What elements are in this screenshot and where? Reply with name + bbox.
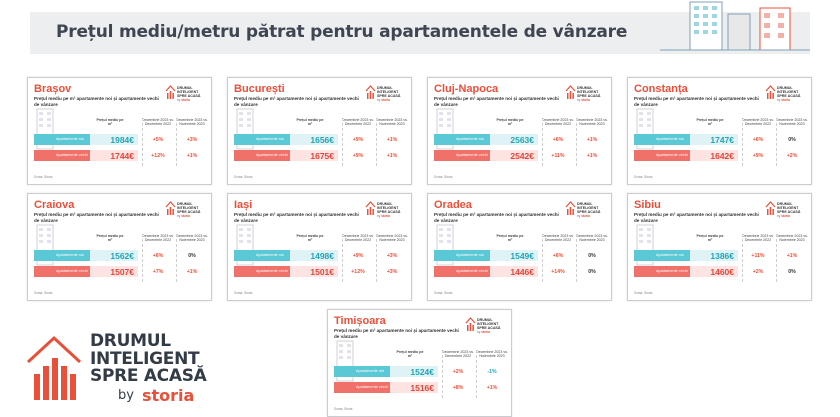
new-change-year: +5% [152,137,164,143]
card-brand-logo [566,85,606,103]
old-apartments-label: Apartamente vechi [656,153,688,157]
new-apartments-label: Apartamente noi [256,137,284,141]
new-change-year: +6% [752,137,764,143]
old-change-year: +8% [452,385,464,391]
new-price: 2563€ [510,135,534,145]
logo-by: by [118,388,134,403]
row-new-apartments [334,366,507,377]
city-name: Iași [234,199,253,211]
brand-text: DRUMUL INTELIGENT SPRE ACASĂ [477,318,501,330]
new-change-month: 0% [788,137,796,143]
source-note: Sursa: Storia [434,291,453,295]
city-card [427,77,612,185]
card-brand-logo [566,201,606,219]
card-brand-logo [766,201,806,219]
old-price: 1516€ [410,383,434,393]
title-banner [30,12,810,54]
new-price: 1524€ [410,367,434,377]
old-change-month: +3% [386,269,398,275]
col-header-price: Prețul mediu pe m² [296,234,324,243]
brand-by: by storia [377,214,390,218]
new-price: 1498€ [310,251,334,261]
row-new-apartments [634,250,807,261]
city-name: Oradea [434,199,472,211]
brand-by: by storia [377,98,390,102]
col-header-dec-nov: Decembrie 2023 vs. Noiembrie 2023 [176,234,208,243]
new-apartments-bar [234,134,290,145]
card-subtitle: Prețul mediu pe m² apartamente noi și apartamente vechi de vânzare [34,96,159,107]
old-change-month: +1% [586,153,598,159]
col-header-dec-dec: Decembrie 2023 vs. Decembrie 2022 [142,234,174,243]
col-header-dec-nov: Decembrie 2023 vs. Noiembrie 2023 [176,118,208,127]
new-apartments-bar [634,250,690,261]
brand-text: DRUMUL INTELIGENT SPRE ACASĂ [377,86,401,98]
brand-mini-icon [766,85,775,99]
old-apartments-label: Apartamente vechi [256,153,288,157]
new-apartments-bar [234,250,290,261]
old-apartments-bar [334,382,390,393]
old-change-month: +2% [786,153,798,159]
card-subtitle: Prețul mediu pe m² apartamente noi și apartamente vechi de vânzare [234,96,359,107]
col-header-price: Prețul mediu pe m² [96,118,124,127]
new-change-year: +2% [452,369,464,375]
brand-by: by storia [177,214,190,218]
new-change-year: +6% [552,137,564,143]
card-subtitle: Prețul mediu pe m² apartamente noi și apartamente vechi de vânzare [34,212,159,223]
old-price: 1675€ [310,151,334,161]
brand-text: DRUMUL INTELIGENT SPRE ACASĂ [177,202,201,214]
old-apartments-label: Apartamente vechi [456,153,488,157]
col-header-price: Prețul mediu pe m² [496,234,524,243]
old-price: 1501€ [310,267,334,277]
city-card [427,193,612,301]
new-price: 1562€ [110,251,134,261]
row-new-apartments [434,250,607,261]
old-change-year: +14% [551,269,565,275]
brand-text: DRUMUL INTELIGENT SPRE ACASĂ [377,202,401,214]
brand-text: DRUMUL INTELIGENT SPRE ACASĂ [777,86,801,98]
brand-by: by storia [577,214,590,218]
new-apartments-bar [34,134,90,145]
old-apartments-bar [234,150,290,161]
col-header-price: Prețul mediu pe m² [696,118,724,127]
new-apartments-bar [434,134,490,145]
col-header-dec-dec: Decembrie 2023 vs. Decembrie 2022 [142,118,174,127]
card-subtitle: Prețul mediu pe m² apartamente noi și apartamente vechi de vânzare [434,96,559,107]
row-old-apartments [34,266,207,277]
card-brand-logo [466,317,506,335]
old-change-year: +9% [352,153,364,159]
old-change-year: +2% [752,269,764,275]
brand-by: by storia [477,330,490,334]
city-name: Constanța [634,83,688,95]
old-apartments-label: Apartamente vechi [456,269,488,273]
house-chart-icon [26,334,82,400]
old-price: 2542€ [510,151,534,161]
source-note: Sursa: Storia [634,175,653,179]
new-price: 1386€ [710,251,734,261]
brand-text: DRUMUL INTELIGENT SPRE ACASĂ [577,86,601,98]
old-apartments-bar [634,150,690,161]
new-change-year: +6% [552,253,564,259]
city-name: Brașov [34,83,72,95]
row-old-apartments [434,150,607,161]
brand-mini-icon [366,85,375,99]
old-apartments-bar [434,266,490,277]
new-apartments-label: Apartamente noi [456,253,484,257]
brand-by: by storia [577,98,590,102]
card-brand-logo [166,201,206,219]
row-old-apartments [234,266,407,277]
source-note: Sursa: Storia [334,407,353,411]
card-subtitle: Prețul mediu pe m² apartamente noi și apartamente vechi de vânzare [434,212,559,223]
old-apartments-bar [434,150,490,161]
old-apartments-label: Apartamente vechi [356,385,388,389]
new-price: 1656€ [310,135,334,145]
new-apartments-label: Apartamente noi [456,137,484,141]
row-new-apartments [234,134,407,145]
col-header-dec-dec: Decembrie 2023 vs. Decembrie 2022 [742,118,774,127]
row-old-apartments [334,382,507,393]
city-name: București [234,83,285,95]
new-apartments-bar [434,250,490,261]
row-new-apartments [234,250,407,261]
old-change-year: +9% [752,153,764,159]
city-card [627,193,812,301]
row-old-apartments [634,150,807,161]
old-change-year: +11% [551,153,565,159]
new-price: 1984€ [110,135,134,145]
logo-line-3: SPRE ACASĂ [90,366,207,386]
old-apartments-bar [34,150,90,161]
new-apartments-bar [634,134,690,145]
new-change-month: +3% [186,137,198,143]
city-name: Timișoara [334,315,386,327]
col-header-dec-nov: Decembrie 2023 vs. Noiembrie 2023 [576,118,608,127]
old-price: 1642€ [710,151,734,161]
new-change-year: +9% [352,253,364,259]
old-apartments-label: Apartamente vechi [56,153,88,157]
col-header-dec-nov: Decembrie 2023 vs. Noiembrie 2023 [376,118,408,127]
new-apartments-label: Apartamente noi [56,137,84,141]
logo-line-2: INTELIGENT [90,348,200,369]
city-name: Sibiu [634,199,661,211]
col-header-dec-nov: Decembrie 2023 vs. Noiembrie 2023 [776,234,808,243]
old-change-year: +12% [151,153,165,159]
col-header-dec-nov: Decembrie 2023 vs. Noiembrie 2023 [776,118,808,127]
old-price: 1507€ [110,267,134,277]
card-brand-logo [766,85,806,103]
row-new-apartments [434,134,607,145]
new-apartments-label: Apartamente noi [56,253,84,257]
row-old-apartments [34,150,207,161]
old-apartments-label: Apartamente vechi [56,269,88,273]
brand-by: by storia [777,214,790,218]
new-change-year: +11% [751,253,765,259]
new-apartments-bar [334,366,390,377]
city-card [627,77,812,185]
old-change-month: 0% [788,269,796,275]
old-price: 1744€ [110,151,134,161]
col-header-price: Prețul mediu pe m² [496,118,524,127]
new-change-month: +3% [386,253,398,259]
col-header-price: Prețul mediu pe m² [696,234,724,243]
old-price: 1446€ [510,267,534,277]
old-change-month: 0% [588,269,596,275]
old-apartments-bar [34,266,90,277]
card-brand-logo [166,85,206,103]
row-new-apartments [34,134,207,145]
old-price: 1460€ [710,267,734,277]
new-change-year: +9% [352,137,364,143]
old-change-month: +1% [486,385,498,391]
source-note: Sursa: Storia [34,291,53,295]
row-old-apartments [234,150,407,161]
col-header-dec-nov: Decembrie 2023 vs. Noiembrie 2023 [576,234,608,243]
old-apartments-label: Apartamente vechi [256,269,288,273]
city-card [327,309,512,417]
old-apartments-label: Apartamente vechi [656,269,688,273]
brand-text: DRUMUL INTELIGENT SPRE ACASĂ [777,202,801,214]
brand-logo [26,330,216,405]
new-price: 1747€ [710,135,734,145]
new-apartments-bar [34,250,90,261]
old-change-year: +12% [351,269,365,275]
col-header-price: Prețul mediu pe m² [96,234,124,243]
new-change-month: +1% [586,137,598,143]
city-name: Cluj-Napoca [434,83,499,95]
page-title: Prețul mediu/metru pătrat pentru apartamentele de vânzare [56,22,628,42]
brand-mini-icon [566,85,575,99]
old-change-month: +1% [186,153,198,159]
brand-mini-icon [166,201,175,215]
row-new-apartments [34,250,207,261]
skyline-illustration-icon [660,0,810,55]
new-change-month: +1% [386,137,398,143]
brand-mini-icon [766,201,775,215]
col-header-price: Prețul mediu pe m² [396,350,424,359]
brand-mini-icon [566,201,575,215]
card-brand-logo [366,201,406,219]
source-note: Sursa: Storia [34,175,53,179]
row-old-apartments [434,266,607,277]
city-name: Craiova [34,199,75,211]
brand-by: by storia [777,98,790,102]
col-header-dec-dec: Decembrie 2023 vs. Decembrie 2022 [442,350,474,359]
new-change-year: +6% [152,253,164,259]
col-header-dec-nov: Decembrie 2023 vs. Noiembrie 2023 [376,234,408,243]
brand-by: by storia [177,98,190,102]
card-subtitle: Prețul mediu pe m² apartamente noi și apartamente vechi de vânzare [634,212,759,223]
col-header-price: Prețul mediu pe m² [296,118,324,127]
col-header-dec-dec: Decembrie 2023 vs. Decembrie 2022 [542,118,574,127]
brand-text: DRUMUL INTELIGENT SPRE ACASĂ [177,86,201,98]
row-old-apartments [634,266,807,277]
source-note: Sursa: Storia [234,175,253,179]
old-change-year: +7% [152,269,164,275]
new-apartments-label: Apartamente noi [656,253,684,257]
new-apartments-label: Apartamente noi [256,253,284,257]
city-card [27,77,212,185]
new-price: 1549€ [510,251,534,261]
brand-mini-icon [466,317,475,331]
col-header-dec-dec: Decembrie 2023 vs. Decembrie 2022 [742,234,774,243]
col-header-dec-dec: Decembrie 2023 vs. Decembrie 2022 [342,118,374,127]
col-header-dec-nov: Decembrie 2023 vs. Noiembrie 2023 [476,350,508,359]
card-subtitle: Prețul mediu pe m² apartamente noi și apartamente vechi de vânzare [234,212,359,223]
city-card [27,193,212,301]
row-new-apartments [634,134,807,145]
old-apartments-bar [234,266,290,277]
new-change-month: +1% [786,253,798,259]
new-change-month: 0% [588,253,596,259]
old-apartments-bar [634,266,690,277]
old-change-month: +1% [186,269,198,275]
city-card [227,77,412,185]
card-subtitle: Prețul mediu pe m² apartamente noi și apartamente vechi de vânzare [334,328,459,339]
brand-mini-icon [166,85,175,99]
new-change-month: 0% [188,253,196,259]
old-change-month: +1% [386,153,398,159]
brand-mini-icon [366,201,375,215]
source-note: Sursa: Storia [234,291,253,295]
col-header-dec-dec: Decembrie 2023 vs. Decembrie 2022 [542,234,574,243]
logo-brand-name: storia [142,386,195,405]
logo-line-1: DRUMUL [90,331,171,351]
card-subtitle: Prețul mediu pe m² apartamente noi și apartamente vechi de vânzare [634,96,759,107]
card-brand-logo [366,85,406,103]
source-note: Sursa: Storia [634,291,653,295]
source-note: Sursa: Storia [434,175,453,179]
col-header-dec-dec: Decembrie 2023 vs. Decembrie 2022 [342,234,374,243]
new-apartments-label: Apartamente noi [356,369,384,373]
city-card [227,193,412,301]
new-change-month: -1% [487,369,497,375]
new-apartments-label: Apartamente noi [656,137,684,141]
brand-text: DRUMUL INTELIGENT SPRE ACASĂ [577,202,601,214]
